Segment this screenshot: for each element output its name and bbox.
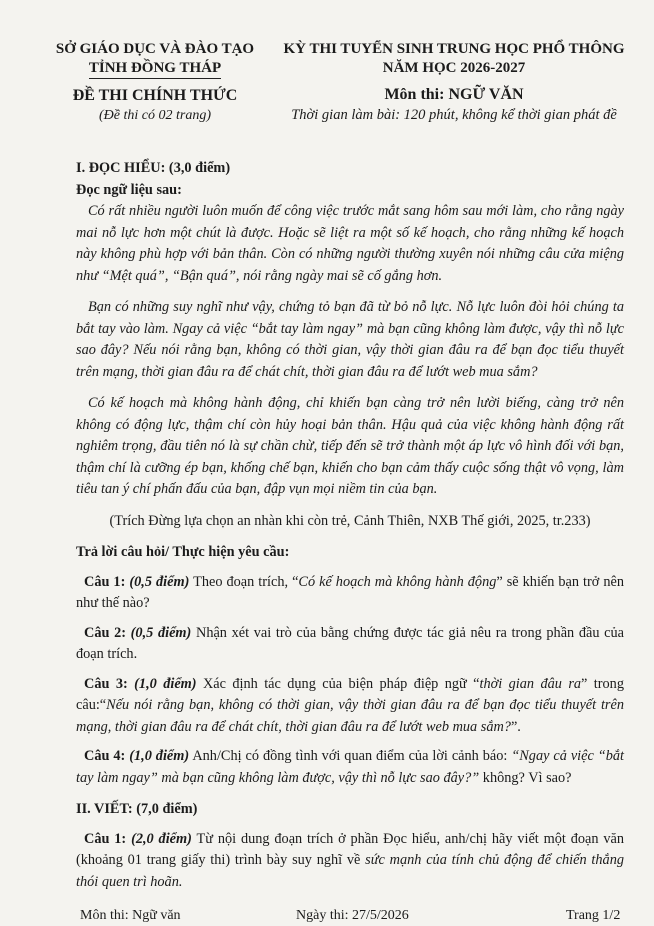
question-2 xyxy=(76,623,624,666)
question-text: Theo đoạn trích, “ xyxy=(189,573,299,590)
question-points: (0,5 điểm) xyxy=(130,624,192,641)
official-label: ĐỀ THI CHÍNH THỨC xyxy=(72,87,238,104)
questions-instruction: Trả lời câu hỏi/ Thực hiện yêu cầu: xyxy=(76,544,290,560)
reading-intro: Đọc ngữ liệu sau: xyxy=(76,181,182,198)
question-text: Xác định tác dụng của biện pháp điệp ngữ “ xyxy=(196,675,480,692)
question-quote-sentence: Nếu nói rằng bạn, không có thời gian, vậy thời gian đâu ra để bạn đọc tiểu thuyết trên mạng, thời gian đâu ra để chát chít, thời gian đâu ra để lướt web mua sắm? xyxy=(76,697,624,735)
footer-subject: Môn thi: Ngữ văn xyxy=(80,908,181,923)
question-quote: sức mạnh của tính chủ động để chiến thắng thói quen trì hoãn. xyxy=(76,852,624,890)
question-text: Nhận xét vai trò của bằng chứng được tác giả nêu ra trong phần đầu của đoạn trích. xyxy=(76,624,624,662)
question-points: (1,0 điểm) xyxy=(134,675,197,692)
question-label: Câu 3: xyxy=(84,675,128,692)
section-reading-title: I. ĐỌC HIỂU: (3,0 điểm) xyxy=(76,160,231,176)
question-label: Câu 1: xyxy=(84,573,126,590)
question-points: (1,0 điểm) xyxy=(129,748,190,764)
question-text: Từ nội dung đoạn trích ở phần Đọc hiểu, anh/chị hãy viết một đoạn văn (khoảng 01 trang giấy thi) trình bày suy nghĩ về xyxy=(76,830,624,868)
exam-body xyxy=(76,158,624,893)
exam-name: KỲ THI TUYỂN SINH TRUNG HỌC PHỔ THÔNG xyxy=(283,41,625,57)
province-name: TỈNH ĐỒNG THÁP xyxy=(89,59,221,79)
passage-paragraph-1: Có rất nhiều người luôn muốn để công việc trước mắt sang hôm sau mới làm, cho rằng ngày mai nỗ lực hơn một chút là được. Hoặc sẽ liệt ra một số kế hoạch, cho rằng những kế hoạch này không phù hợp với bản thân. Còn có những người thường xuyên nói những câu cửa miệng như “Mệt quá”, “Bận quá”, nói rằng ngày mai sẽ cố gắng hơn. xyxy=(76,203,624,284)
question-quote: thời gian đâu ra xyxy=(479,675,582,692)
question-text: Anh/Chị có đồng tình với quan điểm của lời cảnh báo: xyxy=(189,748,512,764)
passage-paragraph-3: Có kế hoạch mà không hành động, chỉ khiến bạn càng trở nên lười biếng, càng trở nên không có động lực, thậm chí còn hủy hoại bản thân. Hậu quả của việc không hành động rất nghiêm trọng, đầu tiên nó là sự chần chừ, tiếp đến sẽ trở thành một áp lực vô hình đối với bạn, thậm chí là cưỡng ép bạn, khống chế bạn, khiến cho bạn cảm thấy cuộc sống thật vô vọng, làm tiêu tan ý chí phấn đấu của bạn, đập vụn mọi niềm tin của bạn. xyxy=(76,395,624,497)
writing-question-1 xyxy=(76,829,624,894)
section-writing-title: II. VIẾT: (7,0 điểm) xyxy=(76,801,198,817)
question-1 xyxy=(76,572,624,615)
header-right xyxy=(268,40,640,124)
question-label: Câu 2: xyxy=(84,624,126,641)
question-text-end: không? Vì sao? xyxy=(479,769,572,786)
passage-paragraph-2: Bạn có những suy nghĩ như vậy, chứng tỏ bạn đã từ bỏ nỗ lực. Nỗ lực luôn đòi hỏi chúng ta bắt tay vào làm. Ngay cả việc “bắt tay làm ngay” mà bạn cũng không làm được, vậy thì nỗ lực sao đây? Nếu nói rằng bạn, không có thời gian, vậy thời gian đâu ra để bạn đọc tiểu thuyết trên mạng, thời gian đâu ra để chát chít, thời gian đâu ra để lướt web mua sắm? xyxy=(76,299,624,380)
school-year: NĂM HỌC 2026-2027 xyxy=(382,60,526,76)
footer-page-number: Trang 1/2 xyxy=(566,908,621,923)
footer-date: Ngày thi: 27/5/2026 xyxy=(296,908,409,923)
question-text-end: ”. xyxy=(510,718,521,735)
question-4 xyxy=(76,746,624,789)
subject-title: Môn thi: NGỮ VĂN xyxy=(384,86,524,103)
page-footer xyxy=(0,906,654,926)
passage-citation: (Trích Đừng lựa chọn an nhàn khi còn trẻ, Cảnh Thiên, NXB Thế giới, 2025, tr.233) xyxy=(109,512,591,529)
question-text-mid: ” trong câu:“ xyxy=(76,675,624,713)
department-name: SỞ GIÁO DỤC VÀ ĐÀO TẠO xyxy=(55,41,255,57)
page-count-note: (Đề thi có 02 trang) xyxy=(99,108,211,123)
question-quote: Có kế hoạch mà không hành động xyxy=(298,573,497,590)
question-points: (2,0 điểm) xyxy=(131,830,192,847)
header-left xyxy=(40,40,270,125)
question-text-end: ” sẽ khiến bạn trở nên như thế nào? xyxy=(76,573,624,611)
question-3 xyxy=(76,674,624,739)
question-label: Câu 1: xyxy=(84,830,127,847)
time-limit: Thời gian làm bài: 120 phút, không kể thời gian phát đề xyxy=(291,107,617,123)
question-points: (0,5 điểm) xyxy=(129,573,190,590)
question-label: Câu 4: xyxy=(84,748,126,764)
question-quote: “Ngay cả việc “bắt tay làm ngay” mà bạn cũng không làm được, vậy thì nỗ lực sao đây?” xyxy=(76,748,625,786)
